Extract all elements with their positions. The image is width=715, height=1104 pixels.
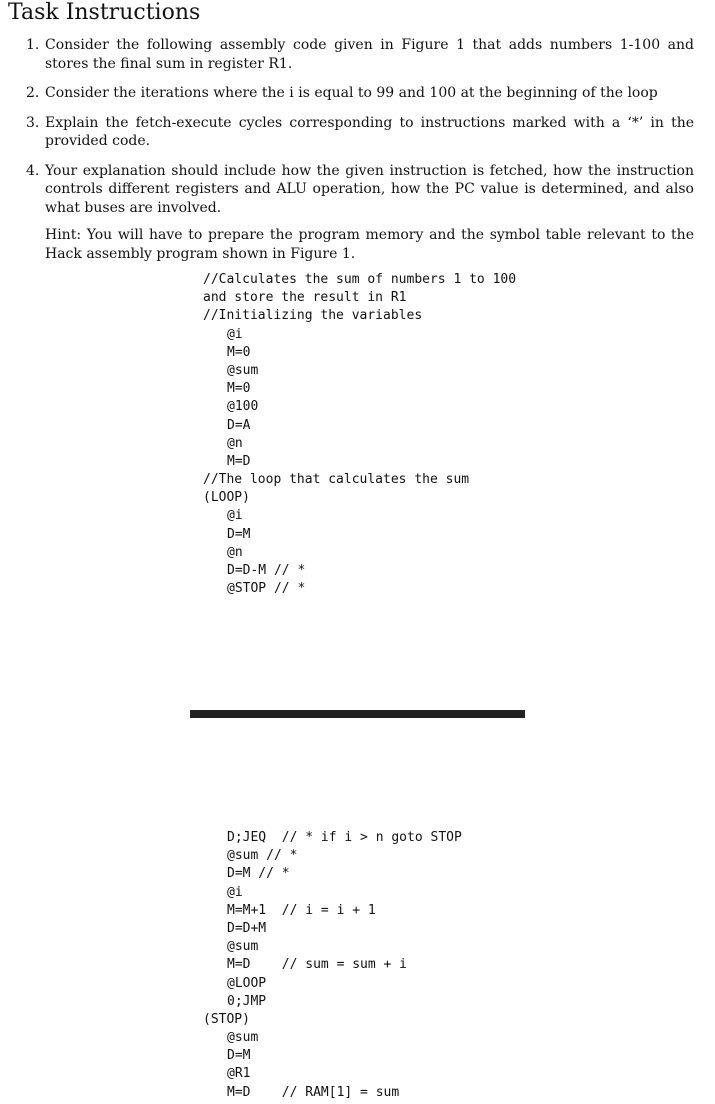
instruction-item: [0, 162, 694, 218]
code-line: D=M: [227, 1048, 251, 1064]
code-line: D=M // *: [227, 866, 290, 882]
code-line: //Initializing the variables: [203, 308, 423, 324]
hint-paragraph: Hint: You will have to prepare the program memory and the symbol table relevant to the Hack assembly program shown in Figure 1.: [45, 227, 694, 262]
code-line: @n: [227, 435, 243, 451]
instruction-number: 4.: [26, 162, 40, 179]
code-line: D=D-M // *: [227, 563, 306, 578]
code-line: @sum: [227, 362, 259, 378]
instruction-list: [0, 36, 694, 228]
code-line: @R1: [227, 1066, 251, 1082]
code-line: M=M+1 // i = i + 1: [227, 902, 376, 918]
code-line: M=0: [227, 381, 251, 397]
code-line: and store the result in R1: [203, 290, 407, 306]
code-line: D;JEQ // * if i > n goto STOP: [227, 830, 462, 845]
code-line: (STOP): [203, 1011, 250, 1027]
instruction-number: 2.: [26, 85, 40, 101]
instruction-number: 1.: [26, 37, 40, 53]
code-line: //The loop that calculates the sum: [203, 472, 470, 488]
code-line: @sum // *: [227, 848, 298, 864]
code-line: M=0: [227, 344, 251, 360]
instruction-item: [0, 36, 694, 73]
instruction-text: Consider the iterations where the i is equal to 99 and 100 at the beginning of the loop: [45, 85, 658, 101]
code-listing-part-1: [203, 271, 516, 598]
section-divider: [190, 710, 525, 718]
code-line: D=D+M: [227, 920, 267, 936]
code-line: D=M: [227, 526, 251, 542]
code-line: @STOP // *: [227, 581, 306, 597]
code-line: @100: [227, 399, 259, 415]
instruction-item: [0, 114, 694, 151]
code-line: @n: [227, 544, 243, 560]
code-line: @i: [227, 884, 243, 900]
code-line: @sum: [227, 939, 259, 955]
code-line: M=D // RAM[1] = sum: [227, 1084, 400, 1100]
instruction-item: [0, 84, 694, 103]
code-line: M=D // sum = sum + i: [227, 957, 408, 973]
instruction-text: Your explanation should include how the given instruction is fetched, how the instruction controls different registers and ALU operation, how the PC value is determined, and also what buses are involved.: [45, 162, 694, 216]
code-line: M=D: [227, 453, 251, 469]
code-line: @sum: [227, 1030, 259, 1046]
code-line: (LOOP): [203, 490, 250, 506]
code-line: @i: [227, 326, 243, 342]
instruction-text: Consider the following assembly code given in Figure 1 that adds numbers 1-100 and stores the final sum in register R1.: [45, 37, 694, 72]
code-listing-part-2: [203, 829, 462, 1102]
code-line: //Calculates the sum of numbers 1 to 100: [203, 272, 517, 287]
code-line: @LOOP: [227, 975, 267, 991]
code-line: D=A: [227, 417, 251, 433]
code-line: 0;JMP: [227, 993, 267, 1009]
code-line: @i: [227, 508, 243, 524]
instruction-number: 3.: [26, 114, 40, 131]
page-title: Task Instructions: [8, 0, 201, 25]
instruction-text: Explain the fetch-execute cycles corresponding to instructions marked with a ‘*’ in the provided code.: [45, 114, 694, 149]
